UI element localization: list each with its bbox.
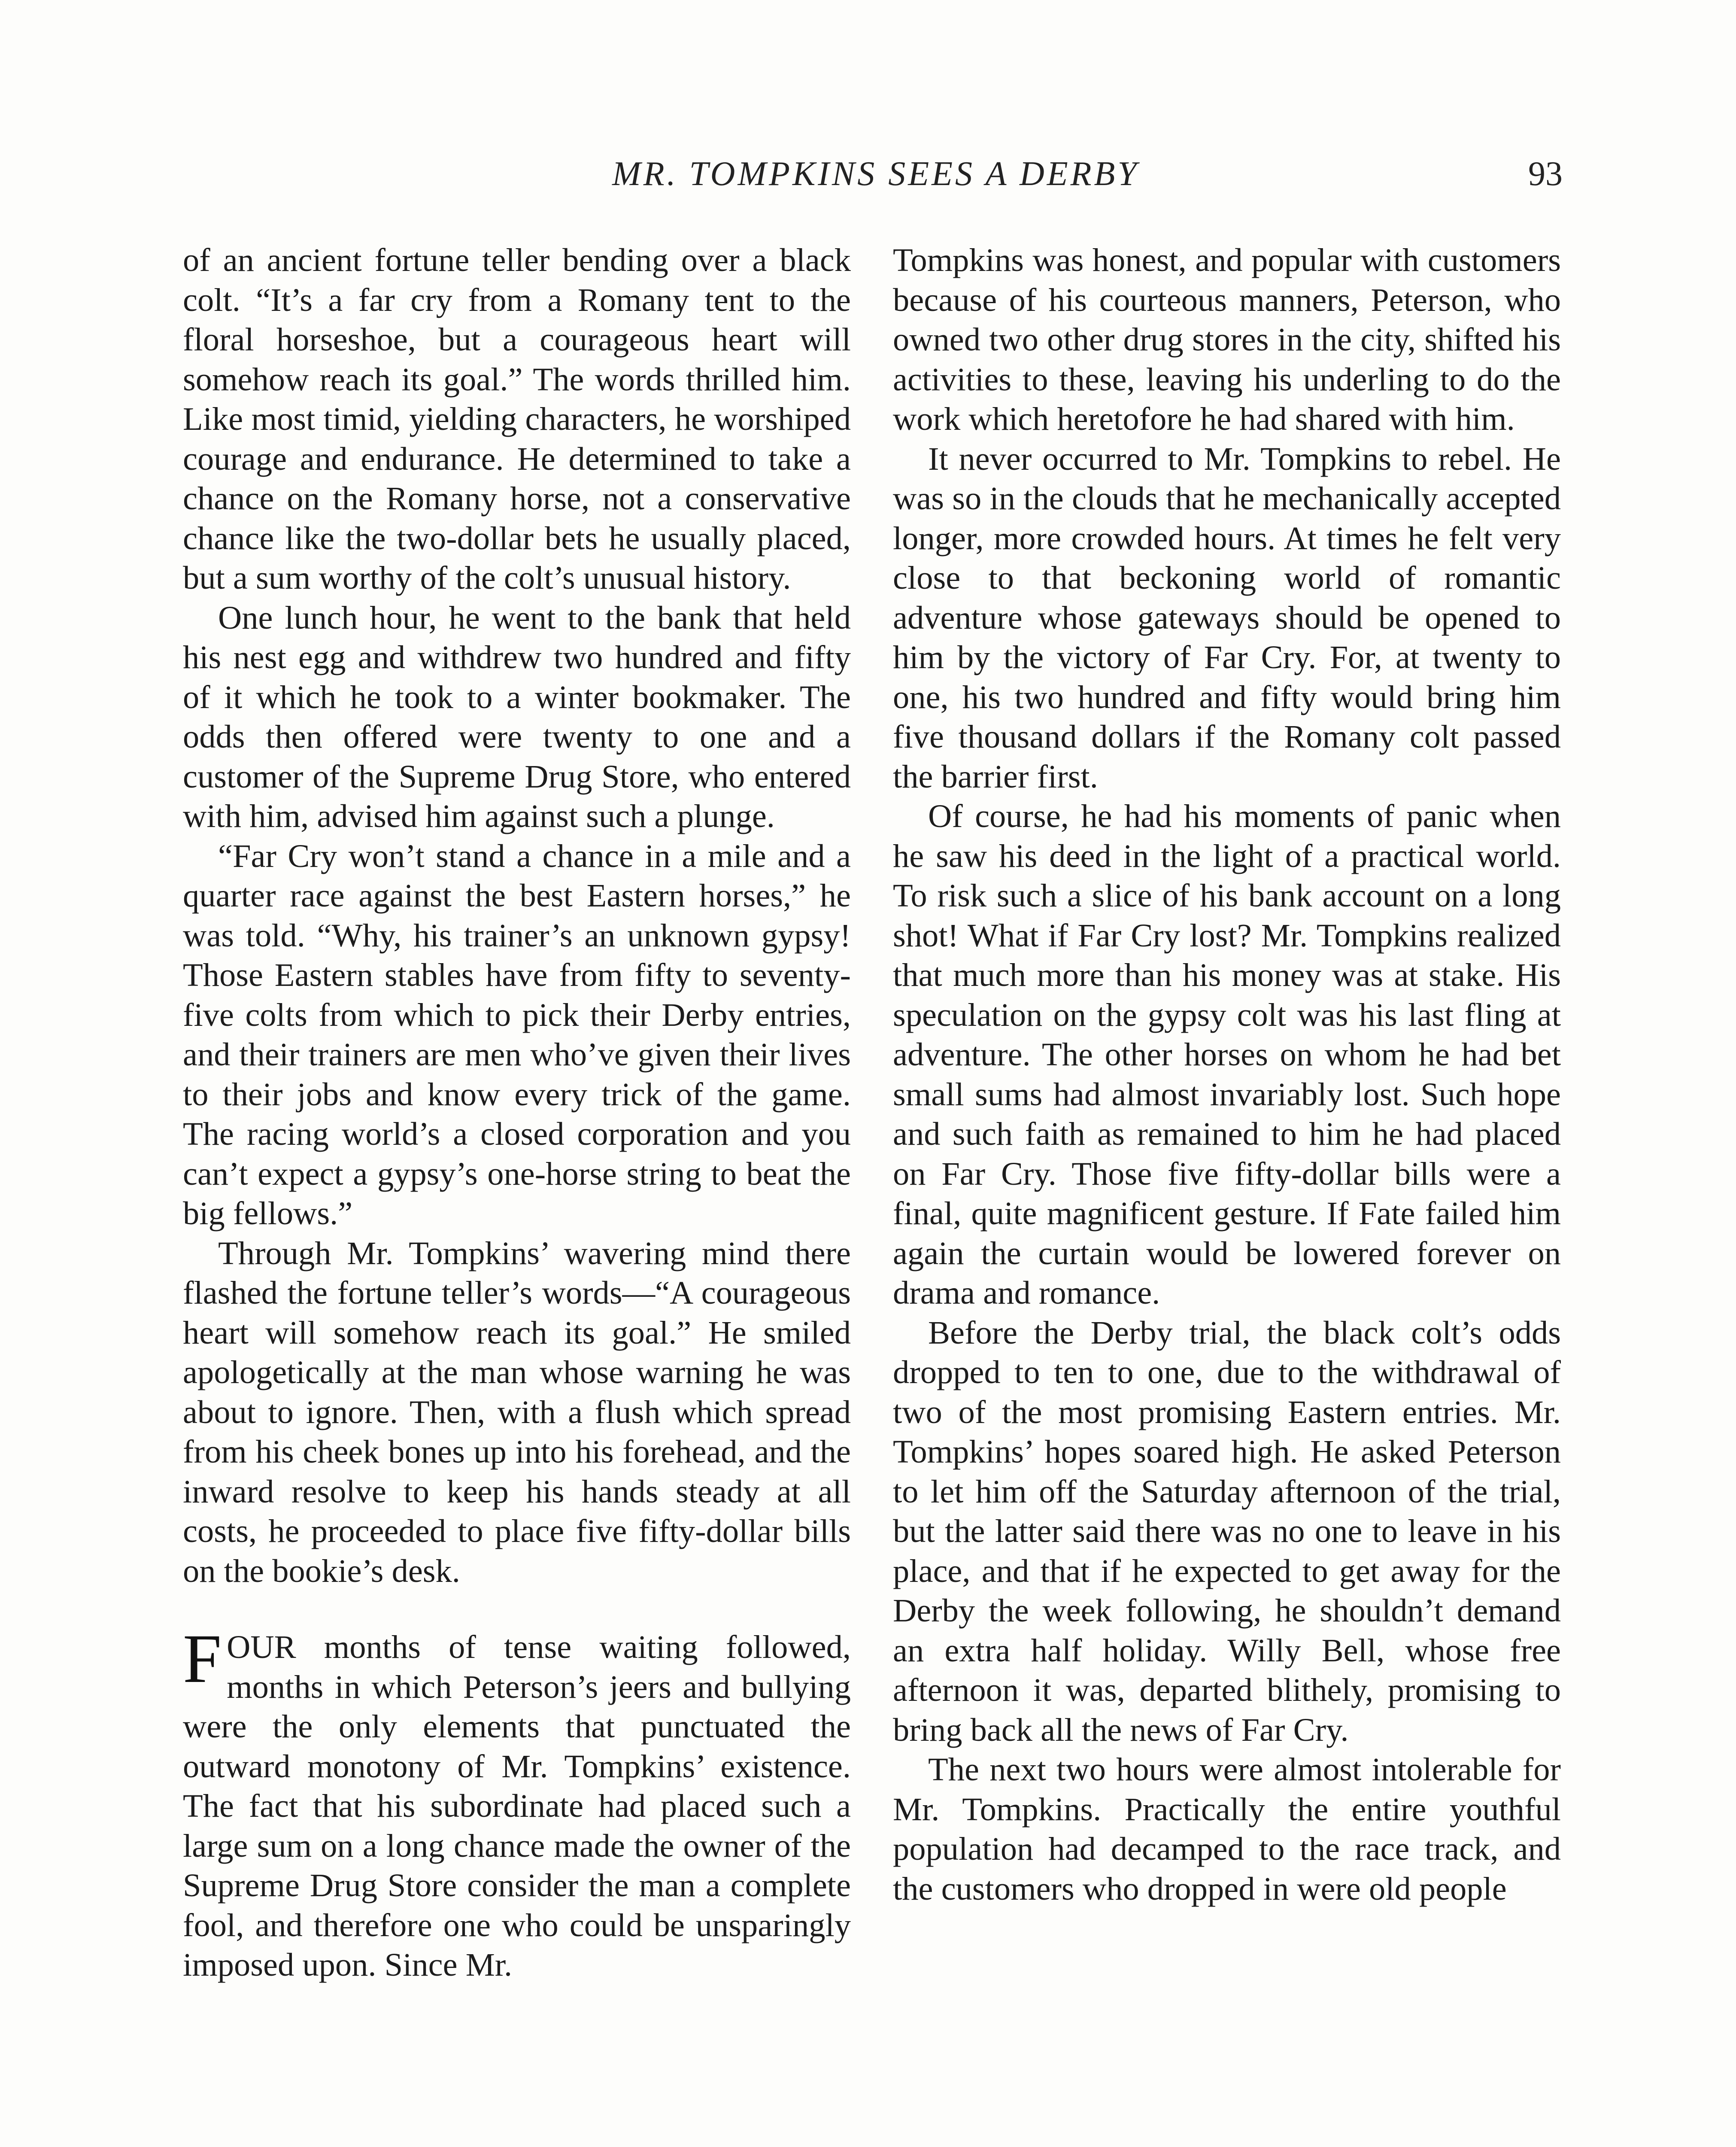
right-paragraph-5: The next two hours were almost intolerable for Mr. Tompkins. Practically the entire youthful population had decamped to the race track, and the customers who dropped in were old people: [893, 1751, 1561, 1907]
right-paragraph-2: It never occurred to Mr. Tompkins to rebel. He was so in the clouds that he mechanically accepted longer, more crowded hours. At times he felt very close to that beckoning world of romantic adventure whose gateways should be opened to him by the victory of Far Cry. For, at twenty to one, his two hundred and fifty would bring him five thousand dollars if the Romany colt passed the barrier first.: [893, 440, 1561, 795]
section-break: [183, 1591, 851, 1627]
left-paragraph-2: One lunch hour, he went to the bank that held his nest egg and withdrew two hundred and fifty of it which he took to a winter bookmaker. The odds then offered were twenty to one and a customer of the Supreme Drug Store, who entered with him, advised him against such a plunge.: [183, 599, 851, 834]
page-number: 93: [1528, 155, 1563, 193]
left-paragraph-5-text: OUR months of tense waiting followed, months in which Peterson’s jeers and bullying were the only elements that punctuated the outward monotony of Mr. Tompkins’ existence. The fact that his subordinate had placed such a large sum on a long chance made the owner of the Supreme Drug Store consider the man a complete fool, and therefore one who could be unsparingly imposed upon. Since Mr.: [183, 1629, 851, 1983]
running-title: MR. TOMPKINS SEES A DERBY: [612, 155, 1139, 193]
left-paragraph-3: “Far Cry won’t stand a chance in a mile and a quarter race against the best Eastern horses,” he was told. “Why, his trainer’s an unknown gypsy! Those Eastern stables have from fifty to seventy-five colts from which to pick their Derby entries, and their trainers are men who’ve given their lives to their jobs and know every trick of the game. The racing world’s a closed corporation and you can’t expect a gypsy’s one-horse string to beat the big fellows.”: [183, 837, 851, 1232]
right-paragraph-3: Of course, he had his moments of panic when he saw his deed in the light of a practical world. To risk such a slice of his bank account on a long shot! What if Far Cry lost? Mr. Tompkins realized that much more than his money was at stake. His speculation on the gypsy colt was his last fling at adventure. The other horses on whom he had bet small sums had almost invariably lost. Such hope and such faith as remained to him he had placed on Far Cry. Those five fifty-dollar bills were a final, quite magnificent gesture. If Fate failed him again the curtain would be lowered forever on drama and romance.: [893, 798, 1561, 1311]
left-paragraph-5: [183, 1621, 851, 1985]
left-paragraph-1: of an ancient fortune teller bending over a black colt. “It’s a far cry from a Romany tent to the floral horseshoe, but a courageous heart will somehow reach its goal.” The words thrilled him. Like most timid, yielding characters, he worshiped courage and endurance. He determined to take a chance on the Romany horse, not a conservative chance like the two-dollar bets he usually placed, but a sum worthy of the colt’s unusual history.: [183, 242, 851, 596]
right-paragraph-4: Before the Derby trial, the black colt’s odds dropped to ten to one, due to the withdrawal of two of the most promising Eastern entries. Mr. Tompkins’ hopes soared high. He asked Peterson to let him off the Saturday afternoon of the trial, but the latter said there was no one to leave in his place, and that if he expected to get away for the Derby the week following, he shouldn’t demand an extra half holiday. Willy Bell, whose free afternoon it was, departed blithely, promising to bring back all the news of Far Cry.: [893, 1314, 1561, 1748]
left-paragraph-4: Through Mr. Tompkins’ wavering mind there flashed the fortune teller’s words—“A courageous heart will somehow reach its goal.” He smiled apologetically at the man whose warning he was about to ignore. Then, with a flush which spread from his cheek bones up into his forehead, and the inward resolve to keep his hands steady at all costs, he proceeded to place five fifty-dollar bills on the bookie’s desk.: [183, 1235, 851, 1589]
right-column: [893, 240, 1561, 1909]
drop-cap: F: [183, 1621, 222, 1697]
left-column: [183, 240, 851, 1985]
right-paragraph-1: Tompkins was honest, and popular with customers because of his courteous manners, Peterson, who owned two other drug stores in the city, shifted his activities to these, leaving his underling to do the work which heretofore he had shared with him.: [893, 242, 1561, 437]
